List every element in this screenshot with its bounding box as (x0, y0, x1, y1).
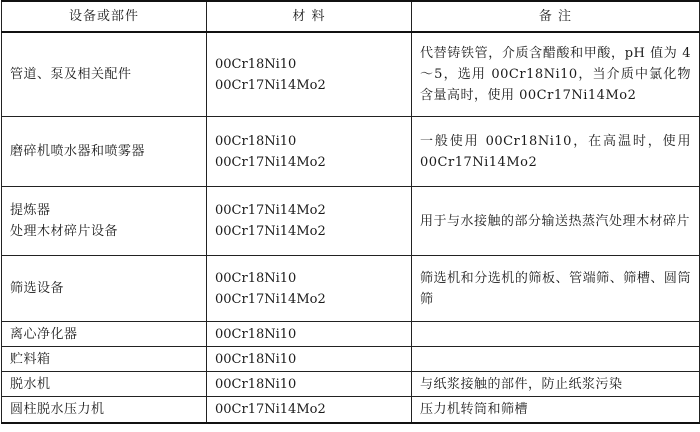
remarks-cell (412, 322, 700, 347)
table-row (2, 372, 700, 397)
table-row (2, 322, 700, 347)
equipment-cell: 圆柱脱水压力机 (2, 397, 207, 424)
header-material: 材 料 (207, 1, 412, 32)
table-row (2, 187, 700, 256)
equipment-cell: 脱水机 (2, 372, 207, 397)
equipment-cell (2, 187, 207, 256)
material-cell (207, 347, 412, 372)
equipment-cell: 贮料箱 (2, 347, 207, 372)
material-cell (207, 372, 412, 397)
material-value: 00Cr17Ni14Mo2 (215, 224, 326, 239)
material-value: 00Cr18Ni10 (215, 351, 297, 367)
material-cell (207, 397, 412, 424)
remarks-cell: 用于与水接触的部分输送热蒸汽处理木材碎片 (412, 187, 700, 256)
remarks-cell (412, 347, 700, 372)
table-row (2, 397, 700, 424)
equipment-cell: 筛选设备 (2, 256, 207, 322)
header-remarks: 备 注 (412, 1, 700, 32)
remarks-cell: 一般使用 00Cr18Ni10，在高温时，使用 00Cr17Ni14Mo2 (412, 117, 700, 187)
table-row (2, 256, 700, 322)
material-cell (207, 322, 412, 347)
material-value: 00Cr17Ni14Mo2 (215, 203, 326, 218)
material-cell (207, 117, 412, 187)
header-row (2, 1, 700, 32)
material-value: 00Cr18Ni10 (215, 326, 297, 342)
material-value: 00Cr18Ni10 (215, 133, 297, 149)
material-value: 00Cr17Ni14Mo2 (215, 402, 326, 417)
remarks-cell: 压力机转筒和筛槽 (412, 397, 700, 424)
equipment-cell: 离心净化器 (2, 322, 207, 347)
material-cell (207, 256, 412, 322)
table-row (2, 32, 700, 117)
material-value: 00Cr17Ni14Mo2 (215, 291, 326, 307)
material-cell (207, 187, 412, 256)
equipment-line: 处理木材碎片设备 (10, 224, 119, 239)
table-row (2, 347, 700, 372)
material-value: 00Cr17Ni14Mo2 (215, 77, 326, 93)
materials-table (1, 0, 700, 424)
material-value: 00Cr18Ni10 (215, 270, 297, 286)
table-row (2, 117, 700, 187)
remarks-cell: 筛选机和分选机的筛板、管端筛、筛槽、圆筒筛 (412, 256, 700, 322)
material-cell (207, 32, 412, 117)
header-equipment: 设备或部件 (2, 1, 207, 32)
material-value: 00Cr18Ni10 (215, 376, 297, 392)
remarks-cell: 代替铸铁管，介质含醋酸和甲酸，pH 值为 4～5，选用 00Cr18Ni10，当介质中氯化物含量高时，使用 00Cr17Ni14Mo2 (412, 32, 700, 117)
material-value: 00Cr17Ni14Mo2 (215, 154, 326, 170)
equipment-cell: 管道、泵及相关配件 (2, 32, 207, 117)
equipment-cell: 磨碎机喷水器和喷雾器 (2, 117, 207, 187)
material-value: 00Cr18Ni10 (215, 56, 297, 72)
remarks-cell: 与纸浆接触的部件，防止纸浆污染 (412, 372, 700, 397)
equipment-line: 提炼器 (10, 203, 51, 218)
